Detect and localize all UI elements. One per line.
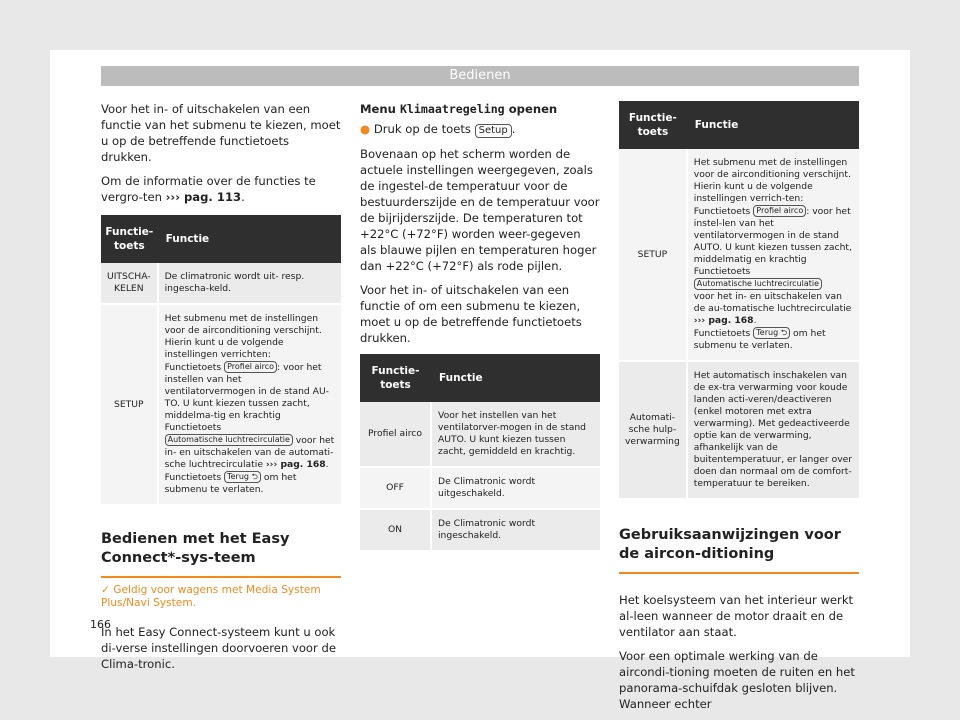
column-middle [360, 101, 600, 552]
menu-title: Menu Klimaatregeling openen [360, 102, 558, 116]
table-cell: SETUP [619, 149, 687, 361]
table-header: Functie [687, 101, 859, 149]
function-key: Terug ⮌ [753, 327, 790, 339]
paragraph: Voor het in- of uitschakelen van een functie van het submenu te kiezen, moet u op de betreffende functietoets drukken. [101, 102, 341, 164]
table-header: Functie [158, 215, 341, 263]
setup-key: Setup [475, 124, 512, 138]
page-reference[interactable]: ››› pag. 168 [265, 459, 326, 470]
table-header: Functie-toets [101, 215, 158, 263]
page-header: Bedienen [101, 66, 859, 86]
table-row [101, 263, 341, 304]
function-table [101, 215, 341, 506]
table-row [101, 304, 341, 505]
table-cell: Het submenu met de instellingen voor de airconditioning verschijnt. Hierin kunt u de volgende instellingen verrichten: Functietoets Profiel airco : voor het instellen van het ventilatorvermogen in de stand AU-TO. U kunt kiezen tussen zacht, middelma-tig en krachtig Functietoets Automatische luchtrecirculatie voor het in- en uitschakelen van de automati-sche luchtrecirculatie ››› pag. 168. Functietoets Terug ⮌ om het submenu te verlaten. [158, 304, 341, 505]
section-title: Bedienen met het Easy Connect*-sys-teem [101, 530, 341, 578]
table-cell: De Climatronic wordt uitgeschakeld. [431, 467, 600, 509]
table-cell: De Climatronic wordt ingeschakeld. [431, 509, 600, 551]
function-key: Profiel airco [753, 205, 806, 217]
table-cell: Het automatisch inschakelen van de ex-tra verwarming voor koude landen acti-veren/deactiveren (enkel motoren met extra verwarming). Met gedeactiveerde optie kan de verwarming, afhankelijk van de buitentemperatuur, er langer over doen dan normaal om de comfort-temperatuur te bereiken. [687, 361, 859, 499]
table-row [360, 467, 600, 509]
paragraph: Het koelsysteem van het interieur werkt al-leen wanneer de motor draait en de ventilator aan staat. [619, 593, 854, 639]
paragraph: Voor een optimale werking van de aircondi-tioning moeten de ruiten en het panorama-schuifdak gesloten blijven. Wanneer echter [619, 649, 855, 711]
bullet-icon: ● [360, 122, 371, 136]
table-row [360, 402, 600, 467]
paragraph: Bovenaan op het scherm worden de actuele instellingen weergegeven, zoals de ingestel-de temperatuur voor de bestuurderszijde en de temperatuur voor de bijrijderszijde. De temperaturen tot +22°C (+72°F) worden weer-gegeven als blauwe pijlen en temperaturen hoger dan +22°C (+72°F) als rode pijlen. [360, 147, 600, 273]
paragraph: Voor het in- of uitschakelen van een functie of om een submenu te kiezen, moet u op de betreffende functietoets drukken. [360, 283, 582, 345]
table-header: Functie-toets [360, 354, 431, 402]
table-cell: Automati-sche hulp-verwarming [619, 361, 687, 499]
table-cell: Het submenu met de instellingen voor de airconditioning verschijnt. Hierin kunt u de volgende instellingen verrich-ten: Functietoets Profiel airco : voor het instel-len van het ventilatorvermogen in de stand AUTO. U kunt kiezen tussen zacht, middelmatig en krachtig Functietoets Automatische luchtrecirculatie voor het in- en uitschakelen van de au-tomatische luchtrecirculatie ››› pag. 168. Functietoets Terug ⮌ om het submenu te verlaten. [687, 149, 859, 361]
column-left [101, 101, 341, 680]
table-cell: UITSCHA-KELEN [101, 263, 158, 304]
function-key: Profiel airco [224, 361, 277, 373]
table-row [360, 509, 600, 551]
function-key: Automatische luchtrecirculatie [694, 278, 822, 290]
validity-note: ✓ Geldig voor wagens met Media System Plus/Navi System. [101, 584, 321, 609]
table-cell: OFF [360, 467, 431, 509]
table-cell: Profiel airco [360, 402, 431, 467]
table-row [619, 149, 859, 361]
function-key: Terug ⮌ [224, 471, 261, 483]
table-header: Functie-toets [619, 101, 687, 149]
table-cell: Voor het instellen van het ventilatorver-mogen in de stand AUTO. U kunt kiezen tussen zacht, gemiddeld en krachtig. [431, 402, 600, 467]
table-header: Functie [431, 354, 600, 402]
table-cell: De climatronic wordt uit- resp. ingescha-keld. [158, 263, 341, 304]
table-cell: ON [360, 509, 431, 551]
function-table [360, 354, 600, 552]
page-number: 166 [90, 618, 111, 631]
function-key: Automatische luchtrecirculatie [165, 434, 293, 446]
page-reference[interactable]: ››› pag. 113 [165, 190, 242, 204]
section-title: Gebruiksaanwijzingen voor de aircon-ditioning [619, 526, 859, 574]
paragraph: Om de informatie over de functies te vergro-ten ››› pag. 113. [101, 174, 316, 204]
table-cell: SETUP [101, 304, 158, 505]
function-table [619, 101, 859, 500]
instruction: ● Druk op de toets Setup . [360, 122, 516, 136]
check-icon: ✓ [101, 584, 110, 596]
paragraph: In het Easy Connect-systeem kunt u ook di-verse instellingen doorvoeren voor de Clima-tronic. [101, 625, 336, 671]
table-row [619, 361, 859, 499]
column-right [619, 101, 859, 720]
page-reference[interactable]: ››› pag. 168 [693, 315, 754, 326]
